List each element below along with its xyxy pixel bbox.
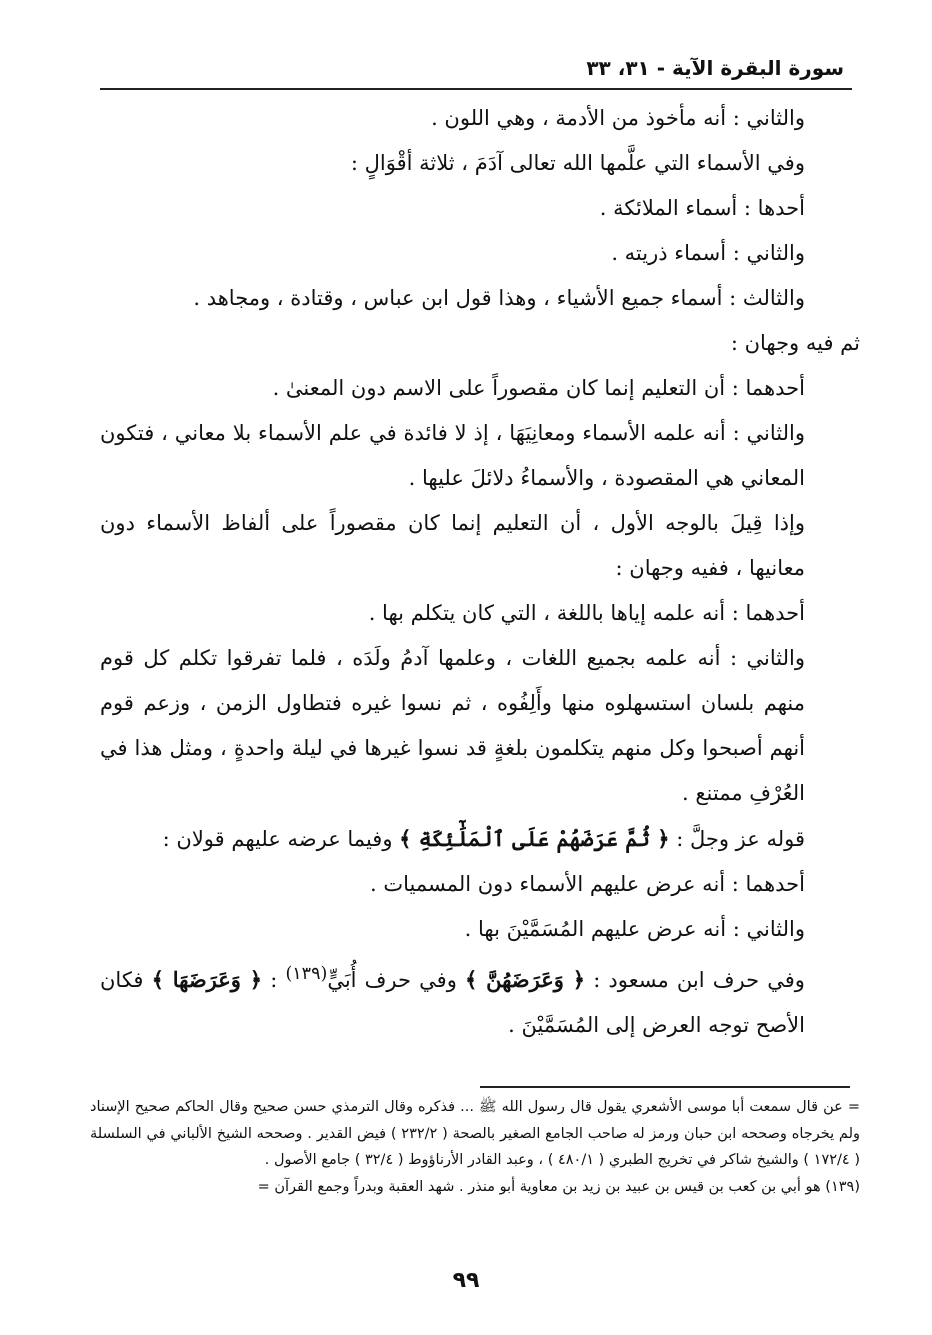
quran-reading: ﴿ وَعَرَضَهُنَّ ﴾ [465, 967, 586, 992]
paragraph: والثالث : أسماء جميع الأشياء ، وهذا قول ابن عباس ، وقتادة ، ومجاهد . [193, 286, 805, 310]
reading-ubayy: وفي حرف أُبَيٍّ [327, 968, 457, 992]
footnote-divider [480, 1086, 850, 1088]
paragraph: والثاني : أسماء ذريته . [611, 241, 805, 265]
paragraph: والثاني : أنه عرض عليهم المُسَمَّيْنَ بها . [464, 917, 805, 941]
paragraph: أحدهما : أنه علمه إياها باللغة ، التي كان يتكلم بها . [368, 601, 805, 625]
footnote-continued: = عن قال سمعت أبا موسى الأشعري يقول قال رسول الله ﷺ ... فذكره وقال الترمذي حسن صحيح وقال الحاكم صحيح الإسناد ولم يخرجاه وصححه ابن حبان ورمز له صاحب الجامع الصغير بالصحة ( ٢٣٢/٢ ) فيض القدير . وصححه الشيخ الألباني في السلسلة ( ١٧٢/٤ ) والشيخ شاكر في تخريج الطبري ( ٤٨٠/١ ) ، وعبد القادر الأرناؤوط ( ٣٢/٤ ) جامع الأصول . [90, 1099, 860, 1168]
paragraph: وفي الأسماء التي علَّمها الله تعالى آدَمَ ، ثلاثة أقْوَالٍ : [350, 151, 805, 175]
verse-paragraph [100, 816, 860, 862]
paragraph: أحدهما : أن التعليم إنما كان مقصوراً على الاسم دون المعنىٰ . [272, 376, 805, 400]
reading-ibn-masud: وفي حرف ابن مسعود : [593, 968, 805, 992]
paragraph: ثم فيه وجهان : [730, 331, 860, 355]
paragraph: والثاني : أنه علمه بجميع اللغات ، وعلمها آدمُ ولَدَه ، فلما تفرقوا تكلم كل قوم منهم بلسان استسهلوه منها وأَلِفُوه ، ثم نسوا غيره فتطاول الزمن ، وزعم قوم أنهم أصبحوا وكل منهم يتكلمون بلغةٍ قد نسوا غيرها في ليلة واحدةٍ ، ومثل هذا في العُرْفِ ممتنع . [100, 646, 805, 805]
paragraph: أحدهما : أنه عرض عليهم الأسماء دون المسميات . [369, 872, 805, 896]
quran-verse: ﴿ ثُمَّ عَرَضَهُمْ عَلَى ٱلْمَلَٰٓئِكَةِ ﴾ [399, 826, 670, 851]
main-text [100, 96, 860, 1048]
readings-paragraph [100, 952, 860, 1048]
verse-intro: قوله عز وجلَّ : [676, 827, 805, 851]
paragraph: والثاني : أنه علمه الأسماء ومعانِيَهَا ، إذ لا فائدة في علم الأسماء بلا معاني ، فتكون المعاني هي المقصودة ، والأسماءُ دلائلَ عليها . [100, 421, 805, 490]
reading-conclusion: فكان الأصح توجه العرض إلى المُسَمَّيْنَ . [100, 968, 805, 1037]
paragraph: والثاني : أنه مأخوذ من الأدمة ، وهي اللون . [431, 106, 805, 130]
footnotes [90, 1094, 860, 1200]
header-title: سورة البقرة الآية - ٣١، ٣٣ [586, 56, 844, 80]
footnote-139: (١٣٩) هو أبي بن كعب بن قيس بن عبيد بن زيد بن معاوية أبو منذر . شهد العقبة وبدراً وجمع القرآن = [257, 1178, 860, 1195]
footnote-ref: (١٣٩) [285, 964, 328, 984]
quran-reading: ﴿ وَعَرَضَهَا ﴾ [151, 967, 263, 992]
verse-outro: وفيما عرضه عليهم قولان : [162, 827, 393, 851]
reading-colon: : [270, 968, 278, 992]
paragraph: أحدها : أسماء الملائكة . [599, 196, 805, 220]
running-header [100, 52, 852, 90]
paragraph: وإذا قِيلَ بالوجه الأول ، أن التعليم إنما كان مقصوراً على ألفاظ الأسماء دون معانيها ، ففيه وجهان : [100, 511, 805, 580]
page-number: ٩٩ [452, 1268, 480, 1293]
